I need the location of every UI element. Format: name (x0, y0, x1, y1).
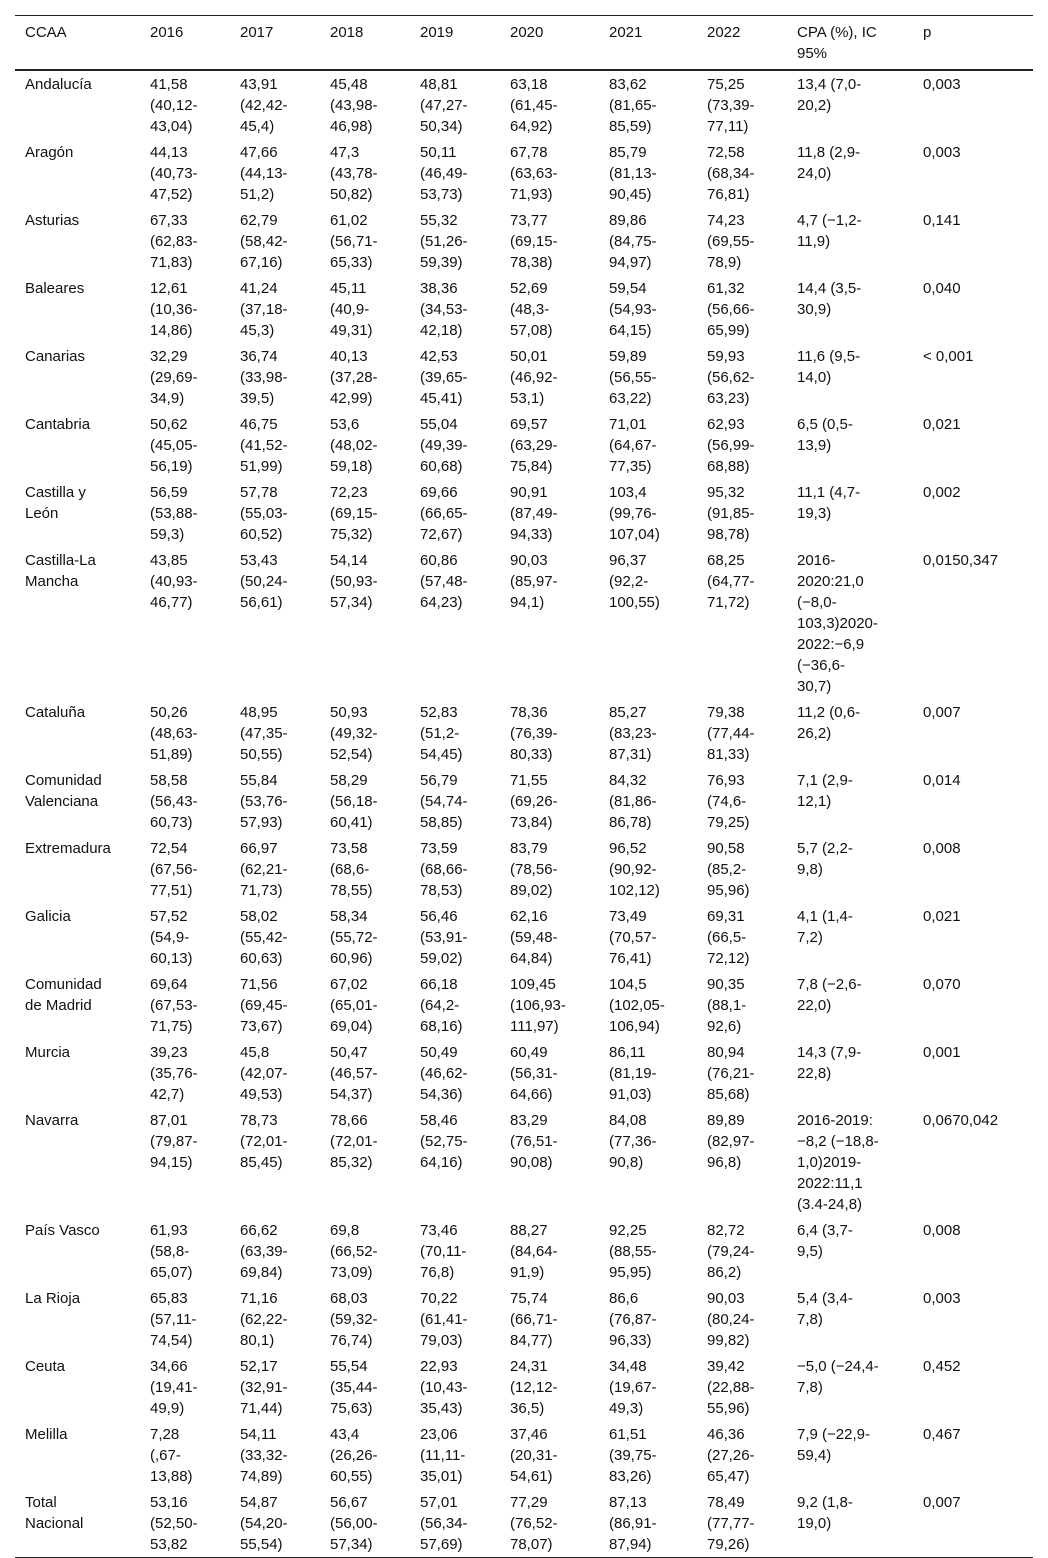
cell-ccaa: Canarias (25, 347, 86, 365)
cell-cpa: 5,4 (3,4- 7,8) (797, 1289, 853, 1328)
cell-y2020: 67,78 (63,63- 71,93) (510, 143, 558, 203)
cell-y2021: 59,54 (54,93- 64,15) (609, 279, 657, 339)
cell-y2019: 73,46 (70,11- 76,8) (420, 1221, 467, 1281)
cell-y2020: 60,49 (56,31- 64,66) (510, 1043, 558, 1103)
cell-p: < 0,001 (923, 347, 974, 365)
cell-y2017: 54,87 (54,20- 55,54) (240, 1489, 330, 1558)
cell-y2019: 50,49 (46,62- 54,36) (420, 1043, 468, 1103)
cell-y2017: 45,8 (42,07- 49,53) (240, 1043, 288, 1103)
cell-cpa: 14,4 (3,5- 30,9) (797, 279, 862, 318)
cell-y2018: 56,67 (56,00- 57,34) (330, 1489, 420, 1558)
cell-ccaa: Castilla-La Mancha (25, 551, 96, 590)
cell-y2022: 68,25 (64,77- 71,72) (707, 551, 755, 611)
cell-y2020: 109,45 (106,93- 111,97) (510, 975, 566, 1035)
cell-y2022: 78,49 (77,77- 79,26) (707, 1489, 797, 1558)
cell-y2022: 39,42 (22,88- 55,96) (707, 1357, 755, 1417)
cell-y2017: 57,78 (55,03- 60,52) (240, 483, 288, 543)
column-header-2022: 2022 (707, 16, 797, 70)
cell-y2016: 50,26 (48,63- 51,89) (150, 703, 198, 763)
cell-y2020: 24,31 (12,12- 36,5) (510, 1357, 558, 1417)
cell-ccaa: Melilla (25, 1425, 68, 1443)
cell-y2017: 71,16 (62,22- 80,1) (240, 1289, 288, 1349)
table-body (15, 70, 1033, 1558)
cell-y2020: 37,46 (20,31- 54,61) (510, 1425, 558, 1485)
cell-y2018: 78,66 (72,01- 85,32) (330, 1111, 378, 1171)
cell-y2019: 38,36 (34,53- 42,18) (420, 279, 468, 339)
cell-p: 0,002 (923, 483, 961, 501)
table-row (15, 479, 1033, 547)
cell-y2016: 32,29 (29,69- 34,9) (150, 347, 198, 407)
cell-y2016: 39,23 (35,76- 42,7) (150, 1043, 198, 1103)
column-header-2018: 2018 (330, 16, 420, 70)
table-row (15, 411, 1033, 479)
cell-cpa: 13,4 (7,0- 20,2) (797, 75, 862, 114)
cell-p: 0,008 (923, 839, 961, 857)
cell-y2022: 46,36 (27,26- 65,47) (707, 1425, 755, 1485)
cell-y2018: 40,13 (37,28- 42,99) (330, 347, 378, 407)
cell-p: 0,001 (923, 1043, 961, 1061)
cell-y2016: 7,28 (,67- 13,88) (150, 1425, 193, 1485)
cell-y2022: 82,72 (79,24- 86,2) (707, 1221, 755, 1281)
cell-y2022: 61,32 (56,66- 65,99) (707, 279, 755, 339)
cell-y2016: 58,58 (56,43- 60,73) (150, 771, 198, 831)
cell-y2021: 59,89 (56,55- 63,22) (609, 347, 657, 407)
cell-cpa: 11,1 (4,7- 19,3) (797, 483, 861, 522)
cell-y2021: 86,11 (81,19- 91,03) (609, 1043, 657, 1103)
cell-y2020: 83,79 (78,56- 89,02) (510, 839, 558, 899)
cell-y2021: 71,01 (64,67- 77,35) (609, 415, 657, 475)
cell-cpa: 7,1 (2,9- 12,1) (797, 771, 853, 810)
cell-ccaa: Baleares (25, 279, 85, 297)
cell-y2018: 72,23 (69,15- 75,32) (330, 483, 378, 543)
cell-ccaa: Comunidad de Madrid (25, 975, 102, 1014)
cell-y2022: 80,94 (76,21- 85,68) (707, 1043, 755, 1103)
cell-y2022: 90,35 (88,1- 92,6) (707, 975, 747, 1035)
table-row (15, 767, 1033, 835)
cell-cpa: 6,5 (0,5- 13,9) (797, 415, 853, 454)
cell-y2020: 78,36 (76,39- 80,33) (510, 703, 558, 763)
table-row (15, 547, 1033, 699)
cell-y2022: 62,93 (56,99- 68,88) (707, 415, 755, 475)
cell-y2020: 90,03 (85,97- 94,1) (510, 551, 558, 611)
cell-y2018: 69,8 (66,52- 73,09) (330, 1221, 378, 1281)
cell-p: 0,467 (923, 1425, 961, 1443)
cell-cpa: 6,4 (3,7- 9,5) (797, 1221, 853, 1260)
cell-p: 0,007 (923, 1489, 1033, 1558)
cell-y2017: 62,79 (58,42- 67,16) (240, 211, 288, 271)
cell-y2018: 45,48 (43,98- 46,98) (330, 75, 378, 135)
cell-p: 0,452 (923, 1357, 961, 1375)
cell-ccaa: País Vasco (25, 1221, 100, 1239)
cell-cpa: 7,8 (−2,6- 22,0) (797, 975, 862, 1014)
cell-ccaa: Andalucía (25, 75, 92, 93)
cell-y2021: 89,86 (84,75- 94,97) (609, 211, 657, 271)
cell-p: 0,008 (923, 1221, 961, 1239)
cell-cpa: −5,0 (−24,4- 7,8) (797, 1357, 879, 1396)
cell-y2016: 72,54 (67,56- 77,51) (150, 839, 198, 899)
table-row (15, 971, 1033, 1039)
column-header-ccaa: CCAA (15, 16, 150, 70)
cell-y2018: 58,34 (55,72- 60,96) (330, 907, 378, 967)
cell-y2022: 72,58 (68,34- 76,81) (707, 143, 755, 203)
cell-ccaa: Aragón (25, 143, 74, 161)
cell-y2020: 73,77 (69,15- 78,38) (510, 211, 558, 271)
cell-p: 0,0670,042 (923, 1111, 999, 1129)
cell-y2021: 85,79 (81,13- 90,45) (609, 143, 657, 203)
cell-p: 0,003 (923, 143, 961, 161)
cell-y2020: 63,18 (61,45- 64,92) (510, 75, 558, 135)
cell-y2016: 34,66 (19,41- 49,9) (150, 1357, 198, 1417)
table-header (15, 16, 1033, 70)
cell-ccaa: Comunidad Valenciana (25, 771, 102, 810)
cell-y2021: 96,52 (90,92- 102,12) (609, 839, 660, 899)
table-row (15, 139, 1033, 207)
cell-y2017: 47,66 (44,13- 51,2) (240, 143, 288, 203)
cell-cpa: 4,7 (−1,2- 11,9) (797, 211, 862, 250)
cell-y2019: 69,66 (66,65- 72,67) (420, 483, 468, 543)
cell-p: 0,070 (923, 975, 961, 993)
table-row (15, 1285, 1033, 1353)
cell-y2018: 67,02 (65,01- 69,04) (330, 975, 378, 1035)
table-row (15, 835, 1033, 903)
cell-y2017: 55,84 (53,76- 57,93) (240, 771, 288, 831)
cell-ccaa: Extremadura (25, 839, 111, 857)
cell-y2022: 90,03 (80,24- 99,82) (707, 1289, 755, 1349)
table-row (15, 70, 1033, 139)
column-header-cpa: CPA (%), IC 95% (797, 16, 923, 70)
cell-y2021: 104,5 (102,05- 106,94) (609, 975, 665, 1035)
cell-y2019: 55,04 (49,39- 60,68) (420, 415, 468, 475)
table-row (15, 903, 1033, 971)
cell-y2020: 83,29 (76,51- 90,08) (510, 1111, 558, 1171)
cell-y2017: 36,74 (33,98- 39,5) (240, 347, 288, 407)
cell-y2016: 41,58 (40,12- 43,04) (150, 75, 198, 135)
cell-y2019: 56,79 (54,74- 58,85) (420, 771, 468, 831)
cell-cpa: 11,2 (0,6- 26,2) (797, 703, 861, 742)
cell-y2017: 41,24 (37,18- 45,3) (240, 279, 288, 339)
cell-y2016: 61,93 (58,8- 65,07) (150, 1221, 193, 1281)
cell-y2018: 50,93 (49,32- 52,54) (330, 703, 378, 763)
cell-y2019: 23,06 (11,11- 35,01) (420, 1425, 466, 1485)
cell-y2019: 52,83 (51,2- 54,45) (420, 703, 463, 763)
cell-p: 0,003 (923, 75, 961, 93)
cell-y2022: 79,38 (77,44- 81,33) (707, 703, 755, 763)
cell-y2019: 57,01 (56,34- 57,69) (420, 1489, 510, 1558)
cell-y2019: 56,46 (53,91- 59,02) (420, 907, 468, 967)
cell-y2016: 87,01 (79,87- 94,15) (150, 1111, 198, 1171)
cell-p: 0,0150,347 (923, 551, 999, 569)
cell-cpa: 9,2 (1,8- 19,0) (797, 1489, 923, 1558)
table-row (15, 1421, 1033, 1489)
cell-y2016: 57,52 (54,9- 60,13) (150, 907, 193, 967)
table-row (15, 1107, 1033, 1217)
cell-y2021: 85,27 (83,23- 87,31) (609, 703, 657, 763)
cell-y2022: 69,31 (66,5- 72,12) (707, 907, 750, 967)
cell-y2021: 73,49 (70,57- 76,41) (609, 907, 657, 967)
cell-y2016: 50,62 (45,05- 56,19) (150, 415, 198, 475)
cell-y2021: 96,37 (92,2- 100,55) (609, 551, 660, 611)
cell-y2017: 54,11 (33,32- 74,89) (240, 1425, 288, 1485)
cell-ccaa: Navarra (25, 1111, 79, 1129)
cell-y2020: 88,27 (84,64- 91,9) (510, 1221, 558, 1281)
cell-y2016: 67,33 (62,83- 71,83) (150, 211, 198, 271)
cell-p: 0,021 (923, 907, 961, 925)
cell-p: 0,141 (923, 211, 961, 229)
cell-y2021: 83,62 (81,65- 85,59) (609, 75, 657, 135)
cell-y2016: 56,59 (53,88- 59,3) (150, 483, 198, 543)
cell-y2020: 69,57 (63,29- 75,84) (510, 415, 558, 475)
cell-y2016: 43,85 (40,93- 46,77) (150, 551, 198, 611)
cell-y2018: 53,6 (48,02- 59,18) (330, 415, 378, 475)
cell-ccaa: Cataluña (25, 703, 86, 721)
cell-y2017: 43,91 (42,42- 45,4) (240, 75, 288, 135)
table-row (15, 207, 1033, 275)
table-row (15, 343, 1033, 411)
cell-y2022: 90,58 (85,2- 95,96) (707, 839, 750, 899)
cell-y2022: 76,93 (74,6- 79,25) (707, 771, 750, 831)
cell-ccaa: Murcia (25, 1043, 71, 1061)
cell-y2021: 92,25 (88,55- 95,95) (609, 1221, 657, 1281)
cell-ccaa: Castilla y León (25, 483, 86, 522)
cell-p: 0,003 (923, 1289, 961, 1307)
cell-y2018: 58,29 (56,18- 60,41) (330, 771, 378, 831)
cell-y2019: 60,86 (57,48- 64,23) (420, 551, 468, 611)
cell-y2017: 48,95 (47,35- 50,55) (240, 703, 288, 763)
table-row (15, 1489, 1033, 1558)
cell-y2022: 95,32 (91,85- 98,78) (707, 483, 755, 543)
cell-ccaa: La Rioja (25, 1289, 81, 1307)
cell-p: 0,021 (923, 415, 961, 433)
cell-y2020: 50,01 (46,92- 53,1) (510, 347, 558, 407)
cell-y2022: 59,93 (56,62- 63,23) (707, 347, 755, 407)
table-row (15, 275, 1033, 343)
cell-y2016: 12,61 (10,36- 14,86) (150, 279, 198, 339)
cell-y2021: 61,51 (39,75- 83,26) (609, 1425, 657, 1485)
cell-y2018: 47,3 (43,78- 50,82) (330, 143, 378, 203)
cell-cpa: 14,3 (7,9- 22,8) (797, 1043, 862, 1082)
table-row (15, 1217, 1033, 1285)
cell-y2022: 74,23 (69,55- 78,9) (707, 211, 755, 271)
cell-y2021: 84,08 (77,36- 90,8) (609, 1111, 657, 1171)
cell-cpa: 4,1 (1,4- 7,2) (797, 907, 853, 946)
cell-y2021: 86,6 (76,87- 96,33) (609, 1289, 657, 1349)
cell-y2020: 52,69 (48,3- 57,08) (510, 279, 553, 339)
cell-y2016: 69,64 (67,53- 71,75) (150, 975, 198, 1035)
cell-y2018: 68,03 (59,32- 76,74) (330, 1289, 378, 1349)
ccaa-rates-table (15, 15, 1033, 1558)
cell-y2017: 52,17 (32,91- 71,44) (240, 1357, 288, 1417)
cell-y2018: 61,02 (56,71- 65,33) (330, 211, 378, 271)
cell-y2020: 71,55 (69,26- 73,84) (510, 771, 558, 831)
cell-y2020: 90,91 (87,49- 94,33) (510, 483, 558, 543)
cell-p: 0,014 (923, 771, 961, 789)
cell-y2017: 58,02 (55,42- 60,63) (240, 907, 288, 967)
cell-y2016: 65,83 (57,11- 74,54) (150, 1289, 197, 1349)
cell-y2018: 45,11 (40,9- 49,31) (330, 279, 373, 339)
cell-y2017: 66,62 (63,39- 69,84) (240, 1221, 288, 1281)
cell-y2022: 89,89 (82,97- 96,8) (707, 1111, 755, 1171)
cell-y2021: 84,32 (81,86- 86,78) (609, 771, 657, 831)
cell-y2019: 48,81 (47,27- 50,34) (420, 75, 468, 135)
cell-y2021: 87,13 (86,91- 87,94) (609, 1489, 707, 1558)
cell-y2020: 62,16 (59,48- 64,84) (510, 907, 558, 967)
column-header-2016: 2016 (150, 16, 240, 70)
cell-y2019: 50,11 (46,49- 53,73) (420, 143, 468, 203)
cell-y2018: 50,47 (46,57- 54,37) (330, 1043, 378, 1103)
cell-y2018: 55,54 (35,44- 75,63) (330, 1357, 378, 1417)
column-header-2017: 2017 (240, 16, 330, 70)
cell-y2020: 77,29 (76,52- 78,07) (510, 1489, 609, 1558)
column-header-p: p (923, 16, 1033, 70)
cell-y2016: 44,13 (40,73- 47,52) (150, 143, 198, 203)
cell-y2021: 103,4 (99,76- 107,04) (609, 483, 660, 543)
cell-cpa: 5,7 (2,2- 9,8) (797, 839, 853, 878)
table-row (15, 1353, 1033, 1421)
cell-y2018: 73,58 (68,6- 78,55) (330, 839, 373, 899)
cell-y2019: 55,32 (51,26- 59,39) (420, 211, 468, 271)
cell-y2019: 70,22 (61,41- 79,03) (420, 1289, 468, 1349)
cell-y2022: 75,25 (73,39- 77,11) (707, 75, 755, 135)
cell-ccaa: Asturias (25, 211, 80, 229)
cell-y2018: 43,4 (26,26- 60,55) (330, 1425, 378, 1485)
cell-ccaa: Ceuta (25, 1357, 66, 1375)
cell-y2017: 66,97 (62,21- 71,73) (240, 839, 288, 899)
cell-cpa: 11,6 (9,5- 14,0) (797, 347, 861, 386)
cell-y2017: 78,73 (72,01- 85,45) (240, 1111, 288, 1171)
cell-y2019: 22,93 (10,43- 35,43) (420, 1357, 468, 1417)
data-table-container (15, 15, 1033, 1558)
cell-cpa: 11,8 (2,9- 24,0) (797, 143, 861, 182)
table-row (15, 699, 1033, 767)
cell-p: 0,040 (923, 279, 961, 297)
cell-y2020: 75,74 (66,71- 84,77) (510, 1289, 558, 1349)
cell-p: 0,007 (923, 703, 961, 721)
column-header-2021: 2021 (609, 16, 707, 70)
cell-y2019: 58,46 (52,75- 64,16) (420, 1111, 468, 1171)
cell-cpa: 2016- 2020:21,0 (−8,0- 103,3)2020- 2022:−6,9 (−36,6- 30,7) (797, 551, 878, 695)
column-header-2019: 2019 (420, 16, 510, 70)
cell-y2017: 53,43 (50,24- 56,61) (240, 551, 288, 611)
cell-y2019: 73,59 (68,66- 78,53) (420, 839, 468, 899)
table-row (15, 1039, 1033, 1107)
cell-y2019: 66,18 (64,2- 68,16) (420, 975, 463, 1035)
cell-y2018: 54,14 (50,93- 57,34) (330, 551, 378, 611)
header-row (15, 16, 1033, 70)
cell-ccaa: Galicia (25, 907, 71, 925)
cell-ccaa: Total Nacional (15, 1489, 150, 1558)
cell-cpa: 2016-2019: −8,2 (−18,8- 1,0)2019- 2022:11,1 (3.4-24,8) (797, 1111, 879, 1213)
cell-y2017: 71,56 (69,45- 73,67) (240, 975, 288, 1035)
column-header-2020: 2020 (510, 16, 609, 70)
cell-y2017: 46,75 (41,52- 51,99) (240, 415, 288, 475)
cell-ccaa: Cantabria (25, 415, 91, 433)
cell-y2019: 42,53 (39,65- 45,41) (420, 347, 468, 407)
cell-cpa: 7,9 (−22,9- 59,4) (797, 1425, 870, 1464)
cell-y2021: 34,48 (19,67- 49,3) (609, 1357, 657, 1417)
cell-y2016: 53,16 (52,50- 53,82 (150, 1489, 240, 1558)
